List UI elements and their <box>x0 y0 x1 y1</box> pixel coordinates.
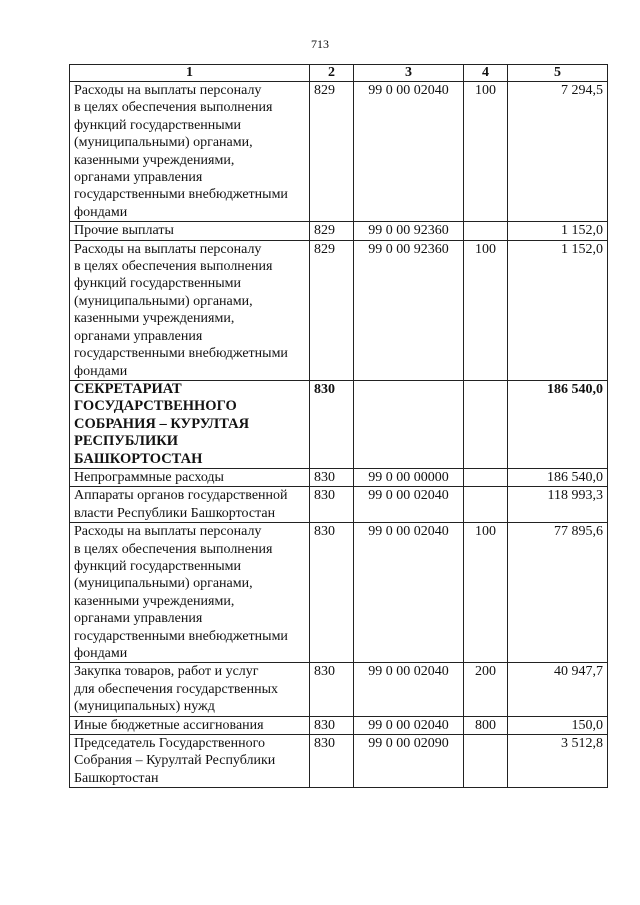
header-col-3: 3 <box>354 65 464 82</box>
row-cs-cell: 99 0 00 02040 <box>354 523 464 663</box>
row-name-line: казенными учреждениями, <box>74 311 235 327</box>
row-vr-cell <box>464 468 508 486</box>
row-name-line: РЕСПУБЛИКИ <box>74 433 179 450</box>
row-cs-cell: 99 0 00 02040 <box>354 716 464 734</box>
row-name-line: Собрания – Курултай Республики <box>74 753 276 769</box>
row-vr-cell: 100 <box>464 82 508 222</box>
row-name-line: в целях обеспечения выполнения <box>74 541 273 557</box>
row-name-line: в целях обеспечения выполнения <box>74 100 273 116</box>
row-vr-cell: 200 <box>464 663 508 716</box>
row-name-line: государственными внебюджетными <box>74 346 288 362</box>
row-name-line: власти Республики Башкортостан <box>74 505 276 521</box>
budget-table <box>69 64 608 788</box>
row-name-cell <box>70 716 310 734</box>
row-cs-cell <box>354 380 464 468</box>
table-row <box>70 222 608 240</box>
row-name-cell <box>70 222 310 240</box>
row-name-line: Расходы на выплаты персоналу <box>74 524 262 540</box>
row-amount-cell: 186 540,0 <box>508 380 608 468</box>
row-name-line: для обеспечения государственных <box>74 681 278 697</box>
row-cs-cell: 99 0 00 02040 <box>354 82 464 222</box>
header-col-4: 4 <box>464 65 508 82</box>
table-row <box>70 487 608 523</box>
row-cs-cell: 99 0 00 92360 <box>354 222 464 240</box>
row-name-line: (муниципальными) органами, <box>74 576 253 592</box>
row-name-line: СЕКРЕТАРИАТ <box>74 380 182 397</box>
row-name-line: (муниципальных) нужд <box>74 699 215 715</box>
row-name-line: в целях обеспечения выполнения <box>74 259 273 275</box>
row-name-line: Закупка товаров, работ и услуг <box>74 664 259 680</box>
row-amount-cell: 77 895,6 <box>508 523 608 663</box>
row-ved-cell: 830 <box>310 487 354 523</box>
table-header-row <box>70 65 608 82</box>
table-row <box>70 240 608 380</box>
row-ved-cell: 830 <box>310 716 354 734</box>
table-row <box>70 523 608 663</box>
table-row <box>70 716 608 734</box>
row-name-line: Расходы на выплаты персоналу <box>74 83 262 98</box>
row-ved-cell: 830 <box>310 663 354 716</box>
row-cs-cell: 99 0 00 02040 <box>354 663 464 716</box>
row-name-line: Иные бюджетные ассигнования <box>74 717 264 733</box>
row-name-cell <box>70 735 310 788</box>
row-name-line: государственными внебюджетными <box>74 187 288 203</box>
row-ved-cell: 829 <box>310 82 354 222</box>
row-name-line: органами управления <box>74 611 203 627</box>
row-name-line: Башкортостан <box>74 770 159 786</box>
row-name-line: органами управления <box>74 328 203 344</box>
row-ved-cell: 830 <box>310 735 354 788</box>
row-ved-cell: 830 <box>310 468 354 486</box>
table-row <box>70 468 608 486</box>
row-amount-cell: 1 152,0 <box>508 222 608 240</box>
row-name-line: государственными внебюджетными <box>74 628 288 644</box>
row-amount-cell: 1 152,0 <box>508 240 608 380</box>
header-col-1: 1 <box>70 65 310 82</box>
row-cs-cell: 99 0 00 92360 <box>354 240 464 380</box>
row-vr-cell <box>464 222 508 240</box>
page-number: 713 <box>311 37 329 51</box>
row-name-line: казенными учреждениями, <box>74 152 235 168</box>
row-name-cell <box>70 487 310 523</box>
row-name-line: фондами <box>74 646 128 661</box>
row-name-cell <box>70 523 310 663</box>
row-name-line: Аппараты органов государственной <box>74 488 288 504</box>
row-cs-cell: 99 0 00 02040 <box>354 487 464 523</box>
row-name-line: (муниципальными) органами, <box>74 293 253 309</box>
row-ved-cell: 830 <box>310 523 354 663</box>
row-cs-cell: 99 0 00 00000 <box>354 468 464 486</box>
row-name-line: Непрограммные расходы <box>74 469 224 485</box>
row-ved-cell: 829 <box>310 240 354 380</box>
row-name-line: Расходы на выплаты персоналу <box>74 241 262 257</box>
row-vr-cell <box>464 487 508 523</box>
header-col-2: 2 <box>310 65 354 82</box>
row-vr-cell: 100 <box>464 523 508 663</box>
row-amount-cell: 7 294,5 <box>508 82 608 222</box>
row-amount-cell: 118 993,3 <box>508 487 608 523</box>
row-amount-cell: 186 540,0 <box>508 468 608 486</box>
table-row <box>70 380 608 468</box>
row-name-line: фондами <box>74 204 128 220</box>
row-name-line: казенными учреждениями, <box>74 593 235 609</box>
row-name-line: Прочие выплаты <box>74 223 174 239</box>
row-amount-cell: 3 512,8 <box>508 735 608 788</box>
row-name-line: фондами <box>74 363 128 379</box>
table-body <box>70 82 608 788</box>
row-ved-cell: 830 <box>310 380 354 468</box>
row-amount-cell: 40 947,7 <box>508 663 608 716</box>
table-row <box>70 735 608 788</box>
table-row <box>70 82 608 222</box>
row-name-line: функций государственными <box>74 276 242 292</box>
row-name-cell <box>70 380 310 468</box>
row-vr-cell: 100 <box>464 240 508 380</box>
row-vr-cell <box>464 735 508 788</box>
row-name-cell <box>70 663 310 716</box>
row-name-line: ГОСУДАРСТВЕННОГО <box>74 398 237 415</box>
table-row <box>70 663 608 716</box>
row-vr-cell: 800 <box>464 716 508 734</box>
header-col-5: 5 <box>508 65 608 82</box>
row-name-line: функций государственными <box>74 117 242 133</box>
row-name-line: Председатель Государственного <box>74 736 266 752</box>
row-name-line: БАШКОРТОСТАН <box>74 450 203 467</box>
row-name-cell <box>70 240 310 380</box>
row-vr-cell <box>464 380 508 468</box>
row-name-cell <box>70 468 310 486</box>
row-amount-cell: 150,0 <box>508 716 608 734</box>
row-ved-cell: 829 <box>310 222 354 240</box>
row-name-line: функций государственными <box>74 558 242 574</box>
row-name-line: органами управления <box>74 170 203 186</box>
row-name-line: (муниципальными) органами, <box>74 135 253 151</box>
row-name-line: СОБРАНИЯ – КУРУЛТАЯ <box>74 415 250 432</box>
row-name-cell <box>70 82 310 222</box>
row-cs-cell: 99 0 00 02090 <box>354 735 464 788</box>
